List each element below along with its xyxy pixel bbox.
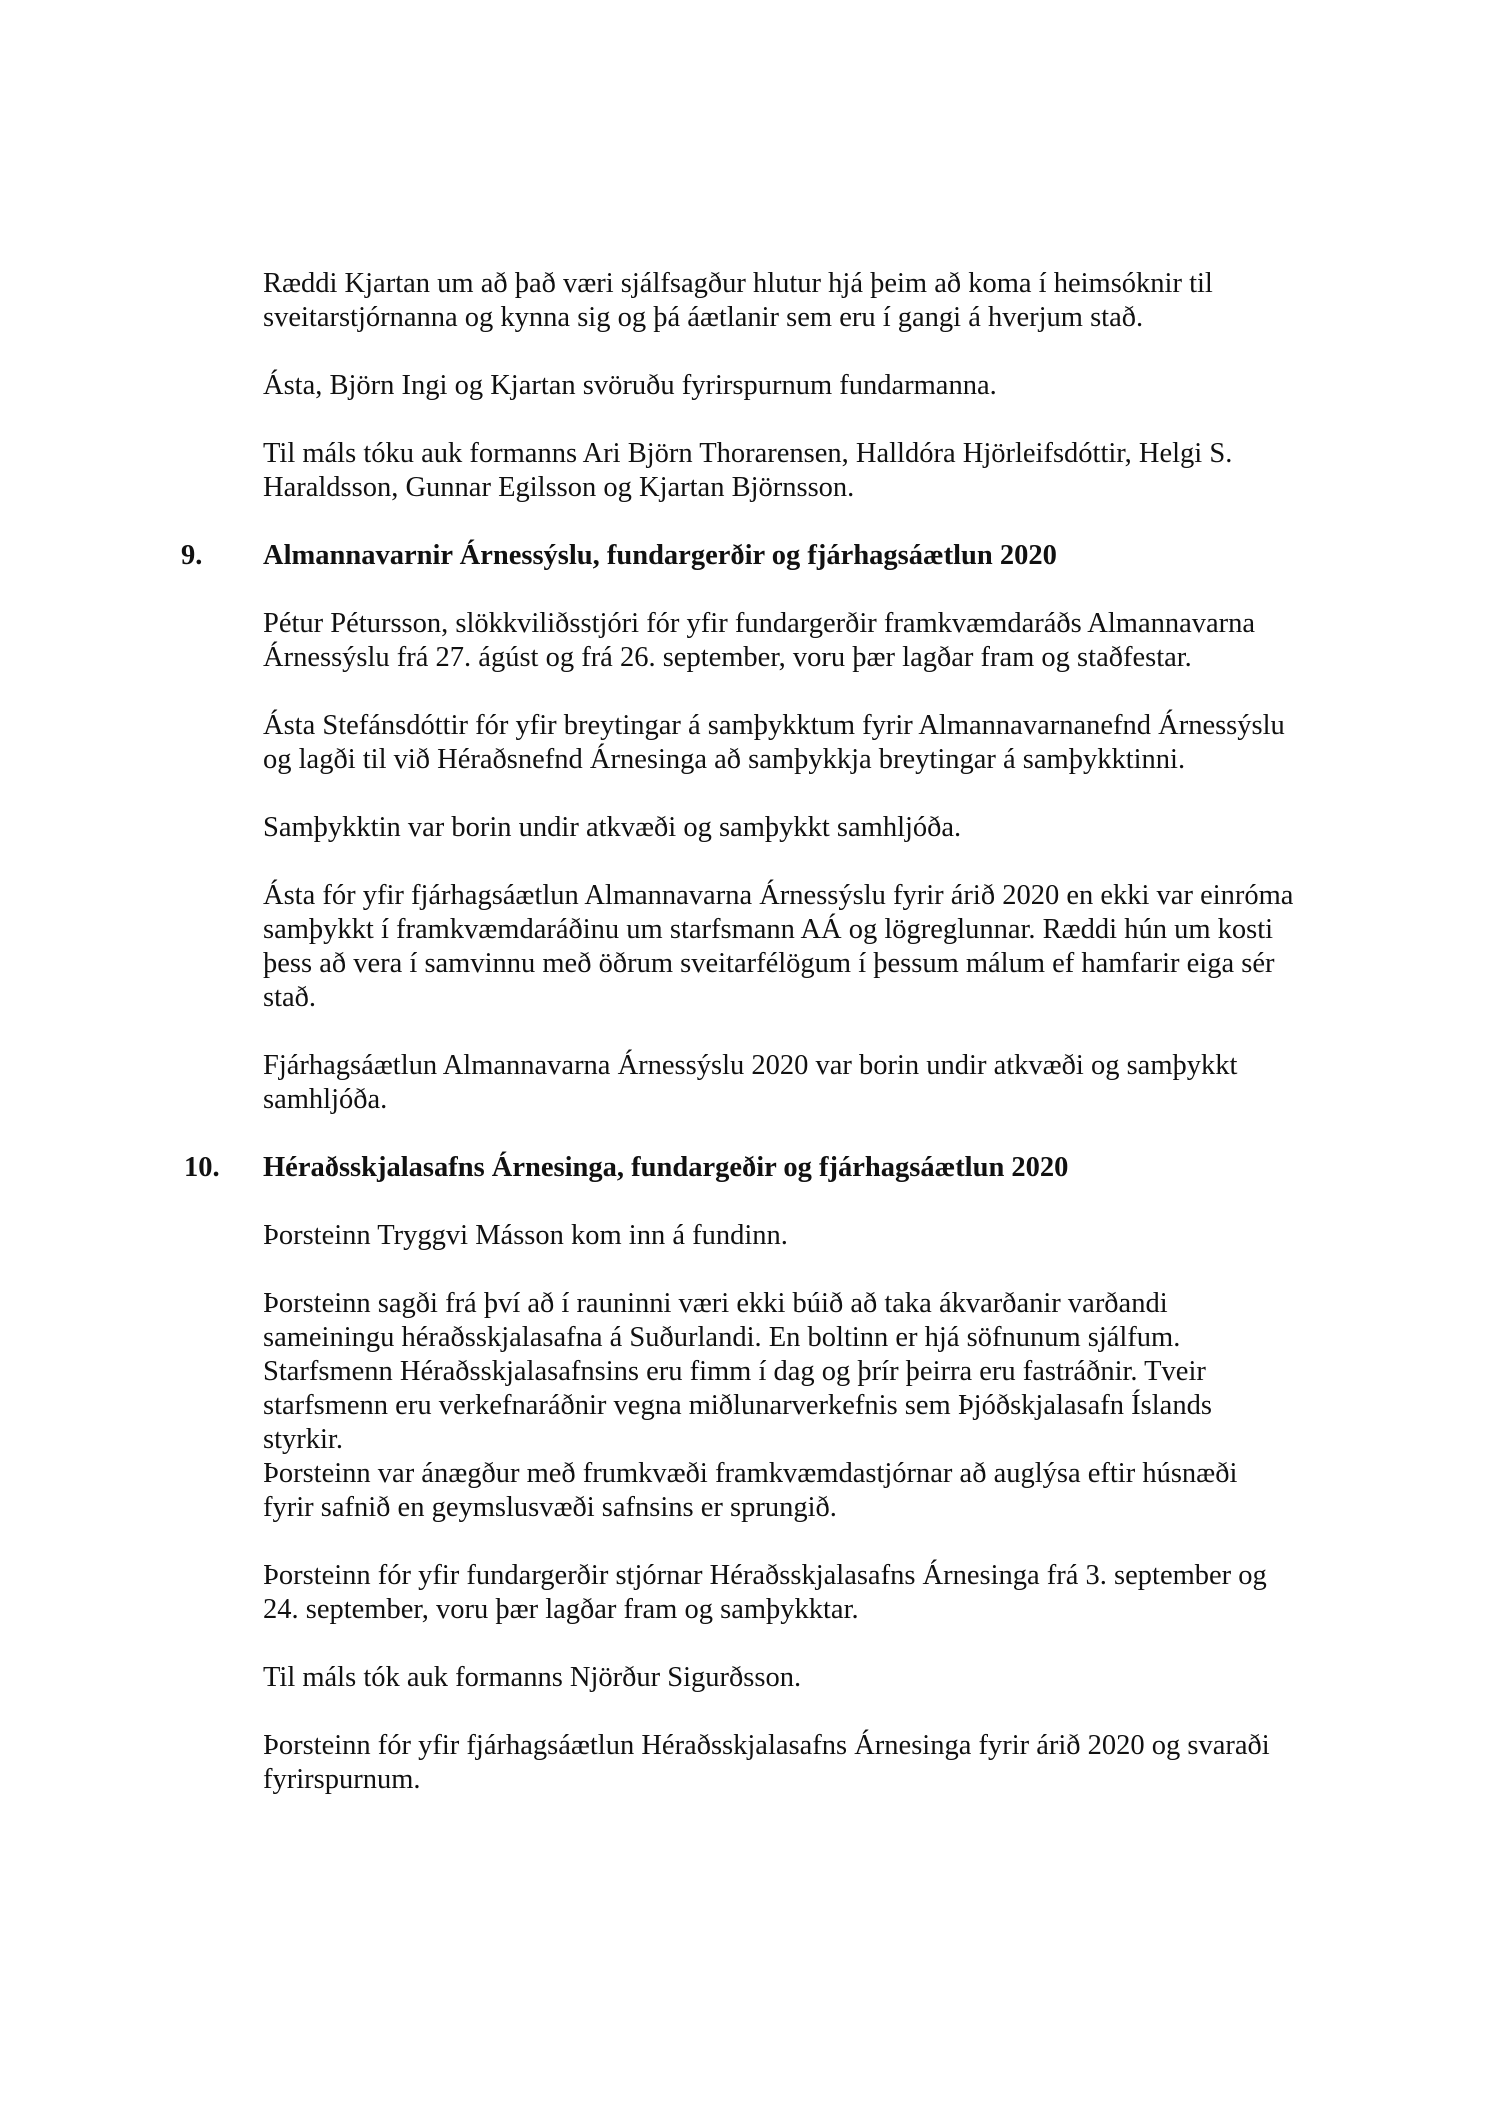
paragraph [263, 607, 1500, 675]
document-page [0, 267, 1500, 1831]
text-line: Ásta fór yfir fjárhagsáætlun Almannavarna Árnessýslu fyrir árið 2020 en ekki var einróma [263, 880, 1294, 911]
section-title: Héraðsskjalasafns Árnesinga, fundargeðir og fjárhagsáætlun 2020 [263, 1152, 1069, 1183]
text-line: þess að vera í samvinnu með öðrum sveitarfélögum í þessum málum ef hamfarir eiga sér [263, 948, 1275, 979]
text-line: 24. september, voru þær lagðar fram og samþykktar. [263, 1594, 859, 1625]
text-line: Starfsmenn Héraðsskjalasafnsins eru fimm í dag og þrír þeirra eru fastráðnir. Tveir [263, 1356, 1206, 1387]
section-10-heading [0, 1151, 1500, 1185]
text-line: Pétur Pétursson, slökkviliðsstjóri fór yfir fundargerðir framkvæmdaráðs Almannavarna [263, 608, 1256, 639]
text-line: samhljóða. [263, 1084, 388, 1115]
paragraph [263, 1219, 1500, 1253]
paragraph [263, 709, 1500, 777]
paragraph [263, 1049, 1500, 1117]
text-line: stað. [263, 982, 317, 1013]
text-line: Til máls tók auk formanns Njörður Sigurðsson. [263, 1662, 802, 1693]
paragraph [263, 1661, 1500, 1695]
section-9-heading [0, 539, 1500, 573]
text-line: samþykkt í framkvæmdaráðinu um starfsmann AÁ og lögreglunnar. Ræddi hún um kosti [263, 914, 1274, 945]
paragraph [263, 1559, 1500, 1627]
text-line: Þorsteinn var ánægður með frumkvæði framkvæmdastjórnar að auglýsa eftir húsnæði [263, 1458, 1238, 1489]
text-line: starfsmenn eru verkefnaráðnir vegna miðlunarverkefnis sem Þjóðskjalasafn Íslands [263, 1390, 1212, 1421]
paragraph [263, 1729, 1500, 1797]
text-line: Samþykktin var borin undir atkvæði og samþykkt samhljóða. [263, 812, 962, 843]
text-line: Fjárhagsáætlun Almannavarna Árnessýslu 2020 var borin undir atkvæði og samþykkt [263, 1050, 1238, 1081]
text-line: og lagði til við Héraðsnefnd Árnesinga að samþykkja breytingar á samþykktinni. [263, 744, 1186, 775]
text-line: Þorsteinn fór yfir fjárhagsáætlun Héraðsskjalasafns Árnesinga fyrir árið 2020 og svaraði [263, 1730, 1270, 1761]
text-line: fyrir safnið en geymslusvæði safnsins er sprungið. [263, 1492, 837, 1523]
section-number: 10. [184, 1152, 220, 1183]
section-8-continuation [0, 267, 1500, 505]
section-number: 9. [181, 540, 203, 571]
paragraph [263, 369, 1500, 403]
paragraph [263, 267, 1500, 335]
text-line: Haraldsson, Gunnar Egilsson og Kjartan Björnsson. [263, 472, 855, 503]
section-9-body [0, 607, 1500, 1117]
text-line: Þorsteinn fór yfir fundargerðir stjórnar Héraðsskjalasafns Árnesinga frá 3. september og [263, 1560, 1267, 1591]
paragraph [263, 1287, 1500, 1525]
text-line: Ásta, Björn Ingi og Kjartan svöruðu fyrirspurnum fundarmanna. [263, 370, 997, 401]
text-line: sameiningu héraðsskjalasafna á Suðurlandi. En boltinn er hjá söfnunum sjálfum. [263, 1322, 1181, 1353]
paragraph [263, 879, 1500, 1015]
text-line: Árnessýslu frá 27. ágúst og frá 26. september, voru þær lagðar fram og staðfestar. [263, 642, 1192, 673]
text-line: Ræddi Kjartan um að það væri sjálfsagður hlutur hjá þeim að koma í heimsóknir til [263, 268, 1213, 299]
text-line: Til máls tóku auk formanns Ari Björn Thorarensen, Halldóra Hjörleifsdóttir, Helgi S. [263, 438, 1233, 469]
section-10-body [0, 1219, 1500, 1797]
text-line: fyrirspurnum. [263, 1764, 421, 1795]
text-line: styrkir. [263, 1424, 343, 1455]
text-line: Þorsteinn Tryggvi Másson kom inn á fundinn. [263, 1220, 788, 1251]
text-line: sveitarstjórnanna og kynna sig og þá áætlanir sem eru í gangi á hverjum stað. [263, 302, 1144, 333]
paragraph [263, 437, 1500, 505]
section-title: Almannavarnir Árnessýslu, fundargerðir og fjárhagsáætlun 2020 [263, 540, 1057, 571]
text-line: Ásta Stefánsdóttir fór yfir breytingar á samþykktum fyrir Almannavarnanefnd Árnessýslu [263, 710, 1285, 741]
text-line: Þorsteinn sagði frá því að í rauninni væri ekki búið að taka ákvarðanir varðandi [263, 1288, 1168, 1319]
paragraph [263, 811, 1500, 845]
